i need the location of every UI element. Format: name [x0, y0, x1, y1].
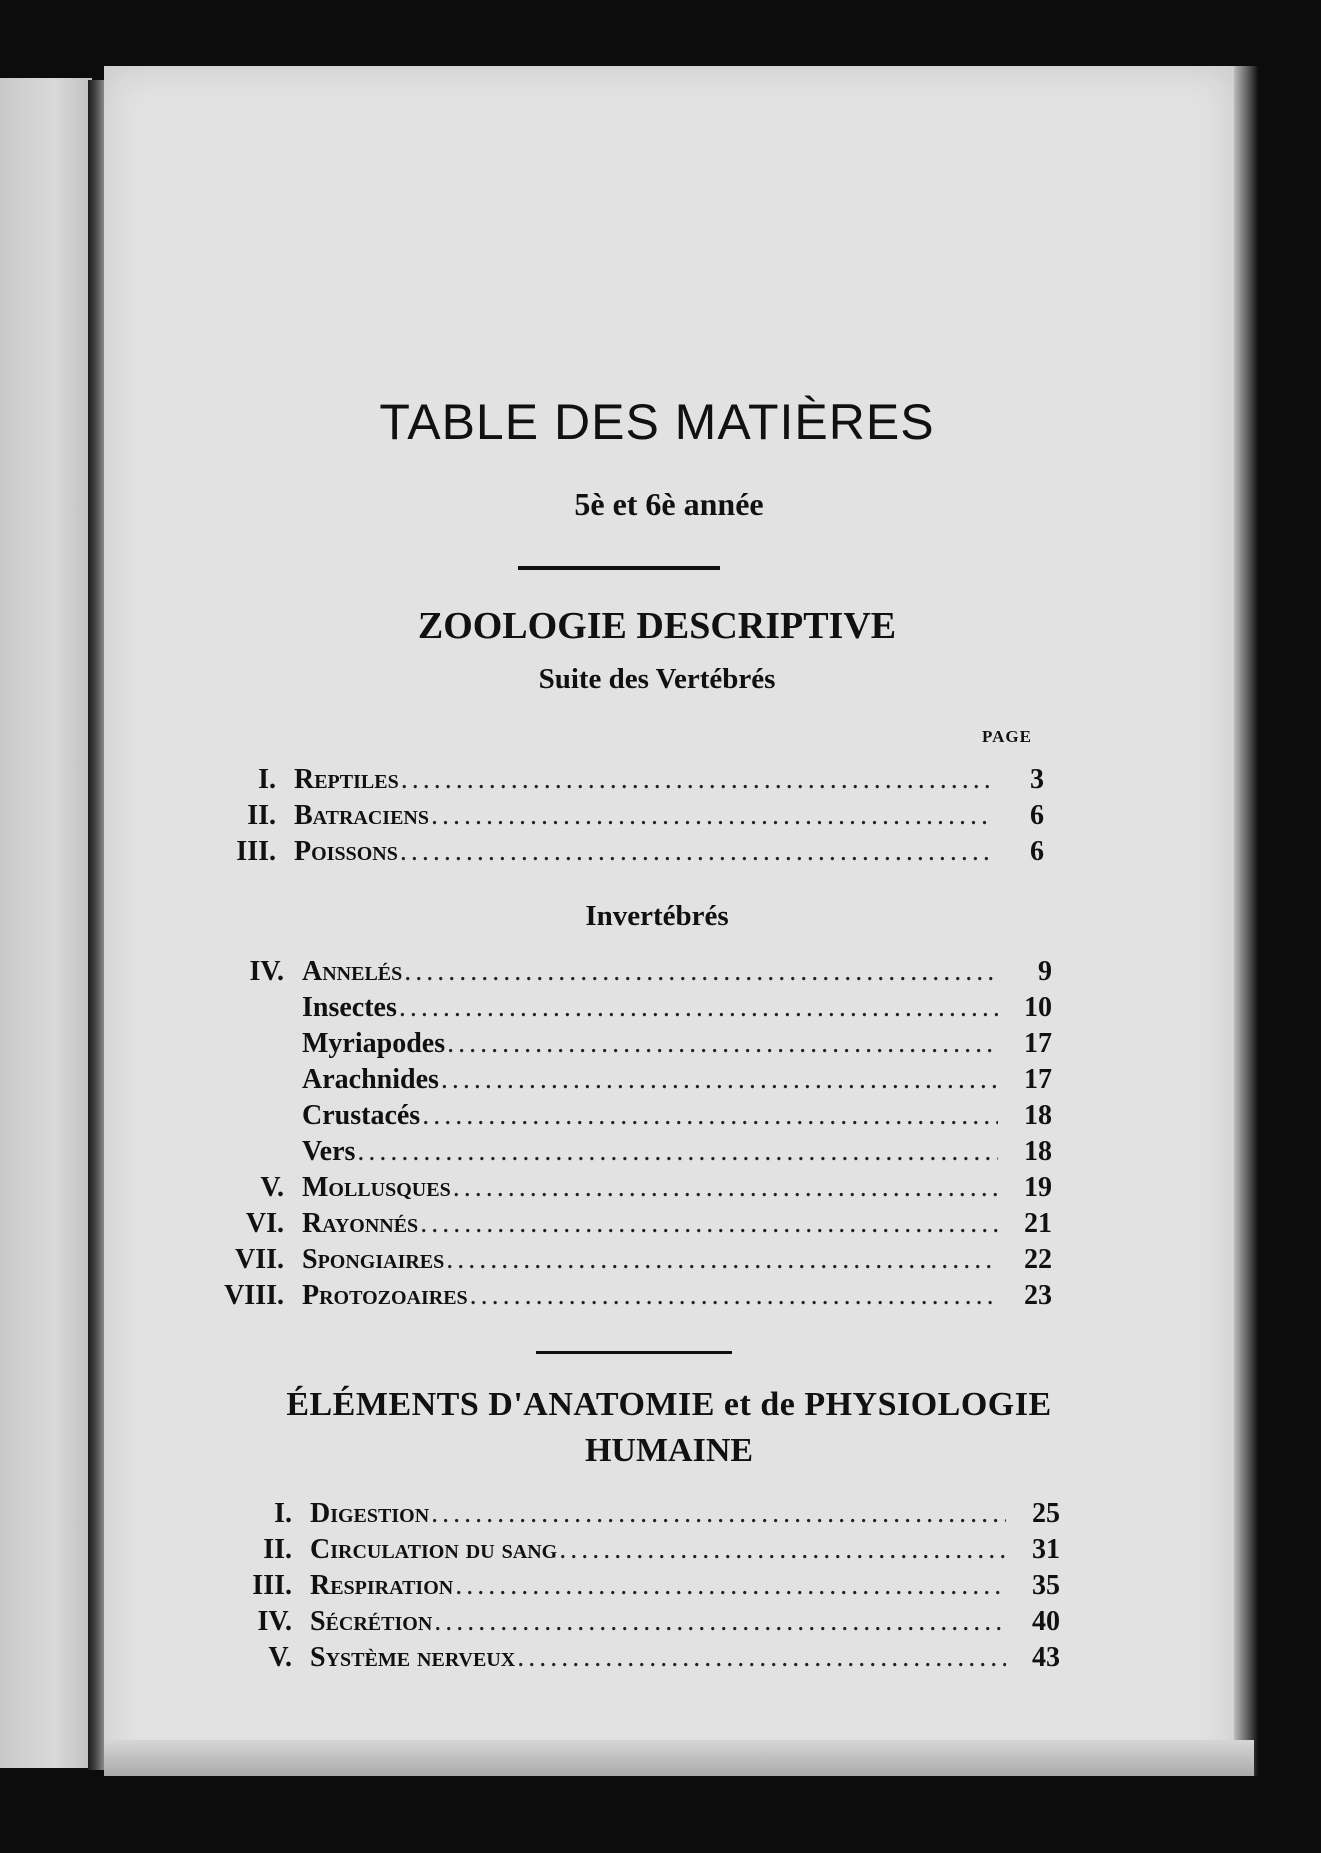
entry-label: Batraciens: [294, 800, 429, 831]
entry-page-number: 6: [1030, 800, 1044, 831]
toc-entry: [222, 1534, 1060, 1570]
section-title-anatomie-line2: HUMAINE: [584, 1432, 754, 1469]
page-content: [104, 66, 1234, 1776]
dot-leader: [470, 1280, 998, 1312]
toc-entry: [206, 800, 1044, 836]
entry-label: Reptiles: [294, 764, 399, 795]
entry-numeral: III.: [252, 1570, 292, 1601]
dot-leader: [453, 1172, 998, 1204]
entry-numeral: V.: [268, 1642, 292, 1673]
dot-leader: [431, 1498, 1006, 1530]
dot-leader: [455, 1570, 1006, 1602]
toc-entry: [222, 1606, 1060, 1642]
entry-label: Circulation du sang: [310, 1534, 558, 1565]
divider-rule: [518, 566, 720, 570]
entry-numeral: V.: [260, 1172, 284, 1203]
entry-label: Crustacés: [302, 1100, 421, 1131]
entry-label: Annelés: [302, 956, 403, 987]
entry-label: Rayonnés: [302, 1208, 419, 1239]
entry-label: Protozoaires: [302, 1280, 468, 1311]
dot-leader: [559, 1534, 1006, 1566]
dot-leader: [434, 1606, 1006, 1638]
bottom-page-edge: [104, 1740, 1254, 1776]
toc-entry: [214, 956, 1052, 992]
entry-label: Mollusques: [302, 1172, 451, 1203]
toc-entry: [206, 836, 1044, 872]
toc-entry: [214, 1280, 1052, 1316]
entry-page-number: 25: [1032, 1498, 1060, 1529]
entry-label: Arachnides: [302, 1064, 439, 1095]
entry-page-number: 35: [1032, 1570, 1060, 1601]
section-subtitle-vertebres: Suite des Vertébrés: [538, 663, 776, 695]
dot-leader: [447, 1028, 998, 1060]
dot-leader: [357, 1136, 998, 1168]
entry-label: Vers: [302, 1136, 356, 1167]
dot-leader: [517, 1642, 1006, 1674]
entry-label: Sécrétion: [310, 1606, 433, 1637]
entry-page-number: 9: [1038, 956, 1052, 987]
entry-numeral: VI.: [245, 1208, 284, 1239]
dot-leader: [400, 836, 990, 868]
right-page-edge: [1234, 66, 1258, 1776]
entry-numeral: III.: [236, 836, 276, 867]
entry-page-number: 18: [1024, 1136, 1052, 1167]
entry-label: Respiration: [310, 1570, 454, 1601]
invertebrates-heading: Invertébrés: [585, 900, 729, 932]
toc-entry: [214, 1028, 1052, 1064]
entry-label: Système nerveux: [310, 1642, 516, 1673]
page-column-label: PAGE: [982, 727, 1032, 746]
toc-entry: [206, 764, 1044, 800]
toc-entry: [214, 1064, 1052, 1100]
entry-page-number: 19: [1024, 1172, 1052, 1203]
entry-page-number: 6: [1030, 836, 1044, 867]
toc-entry: [222, 1498, 1060, 1534]
toc-entry: [214, 1244, 1052, 1280]
entry-page-number: 40: [1032, 1606, 1060, 1637]
dot-leader: [399, 992, 998, 1024]
entry-page-number: 31: [1032, 1534, 1060, 1565]
dot-leader: [431, 800, 990, 832]
dot-leader: [422, 1100, 998, 1132]
entry-page-number: 3: [1030, 764, 1044, 795]
toc-entry: [214, 1136, 1052, 1172]
entry-page-number: 17: [1024, 1064, 1052, 1095]
entry-page-number: 17: [1024, 1028, 1052, 1059]
toc-entry: [222, 1570, 1060, 1606]
entry-numeral: IV.: [249, 956, 284, 987]
entry-page-number: 23: [1024, 1280, 1052, 1311]
entry-numeral: I.: [274, 1498, 292, 1529]
entry-label: Poissons: [294, 836, 398, 867]
entry-numeral: VIII.: [224, 1280, 284, 1311]
entry-numeral: II.: [247, 800, 276, 831]
entry-page-number: 18: [1024, 1100, 1052, 1131]
entry-numeral: II.: [263, 1534, 292, 1565]
document-page: [104, 66, 1234, 1776]
dot-leader: [446, 1244, 998, 1276]
entry-numeral: IV.: [257, 1606, 292, 1637]
page-subtitle: 5è et 6è année: [574, 486, 764, 522]
left-page-edge: [0, 78, 92, 1768]
entry-numeral: VII.: [234, 1244, 284, 1275]
toc-entry: [222, 1642, 1060, 1678]
section-title-zoologie: ZOOLOGIE DESCRIPTIVE: [417, 605, 897, 647]
entry-label: Insectes: [302, 992, 397, 1023]
dot-leader: [404, 956, 998, 988]
toc-entry: [214, 1100, 1052, 1136]
entry-numeral: I.: [258, 764, 276, 795]
page-title: TABLE DES MATIÈRES: [379, 394, 935, 450]
toc-entry: [214, 1172, 1052, 1208]
entry-page-number: 21: [1024, 1208, 1052, 1239]
dot-leader: [420, 1208, 998, 1240]
entry-page-number: 43: [1032, 1642, 1060, 1673]
entry-label: Spongiaires: [302, 1244, 445, 1275]
dot-leader: [401, 764, 990, 796]
entry-page-number: 10: [1024, 992, 1052, 1023]
entry-label: Digestion: [310, 1498, 430, 1529]
divider-rule: [536, 1351, 732, 1354]
toc-entry: [214, 992, 1052, 1028]
entry-label: Myriapodes: [302, 1028, 446, 1059]
toc-entry: [214, 1208, 1052, 1244]
entry-page-number: 22: [1024, 1244, 1052, 1275]
dot-leader: [441, 1064, 998, 1096]
section-title-anatomie: ÉLÉMENTS D'ANATOMIE et de PHYSIOLOGIE: [286, 1386, 1052, 1423]
